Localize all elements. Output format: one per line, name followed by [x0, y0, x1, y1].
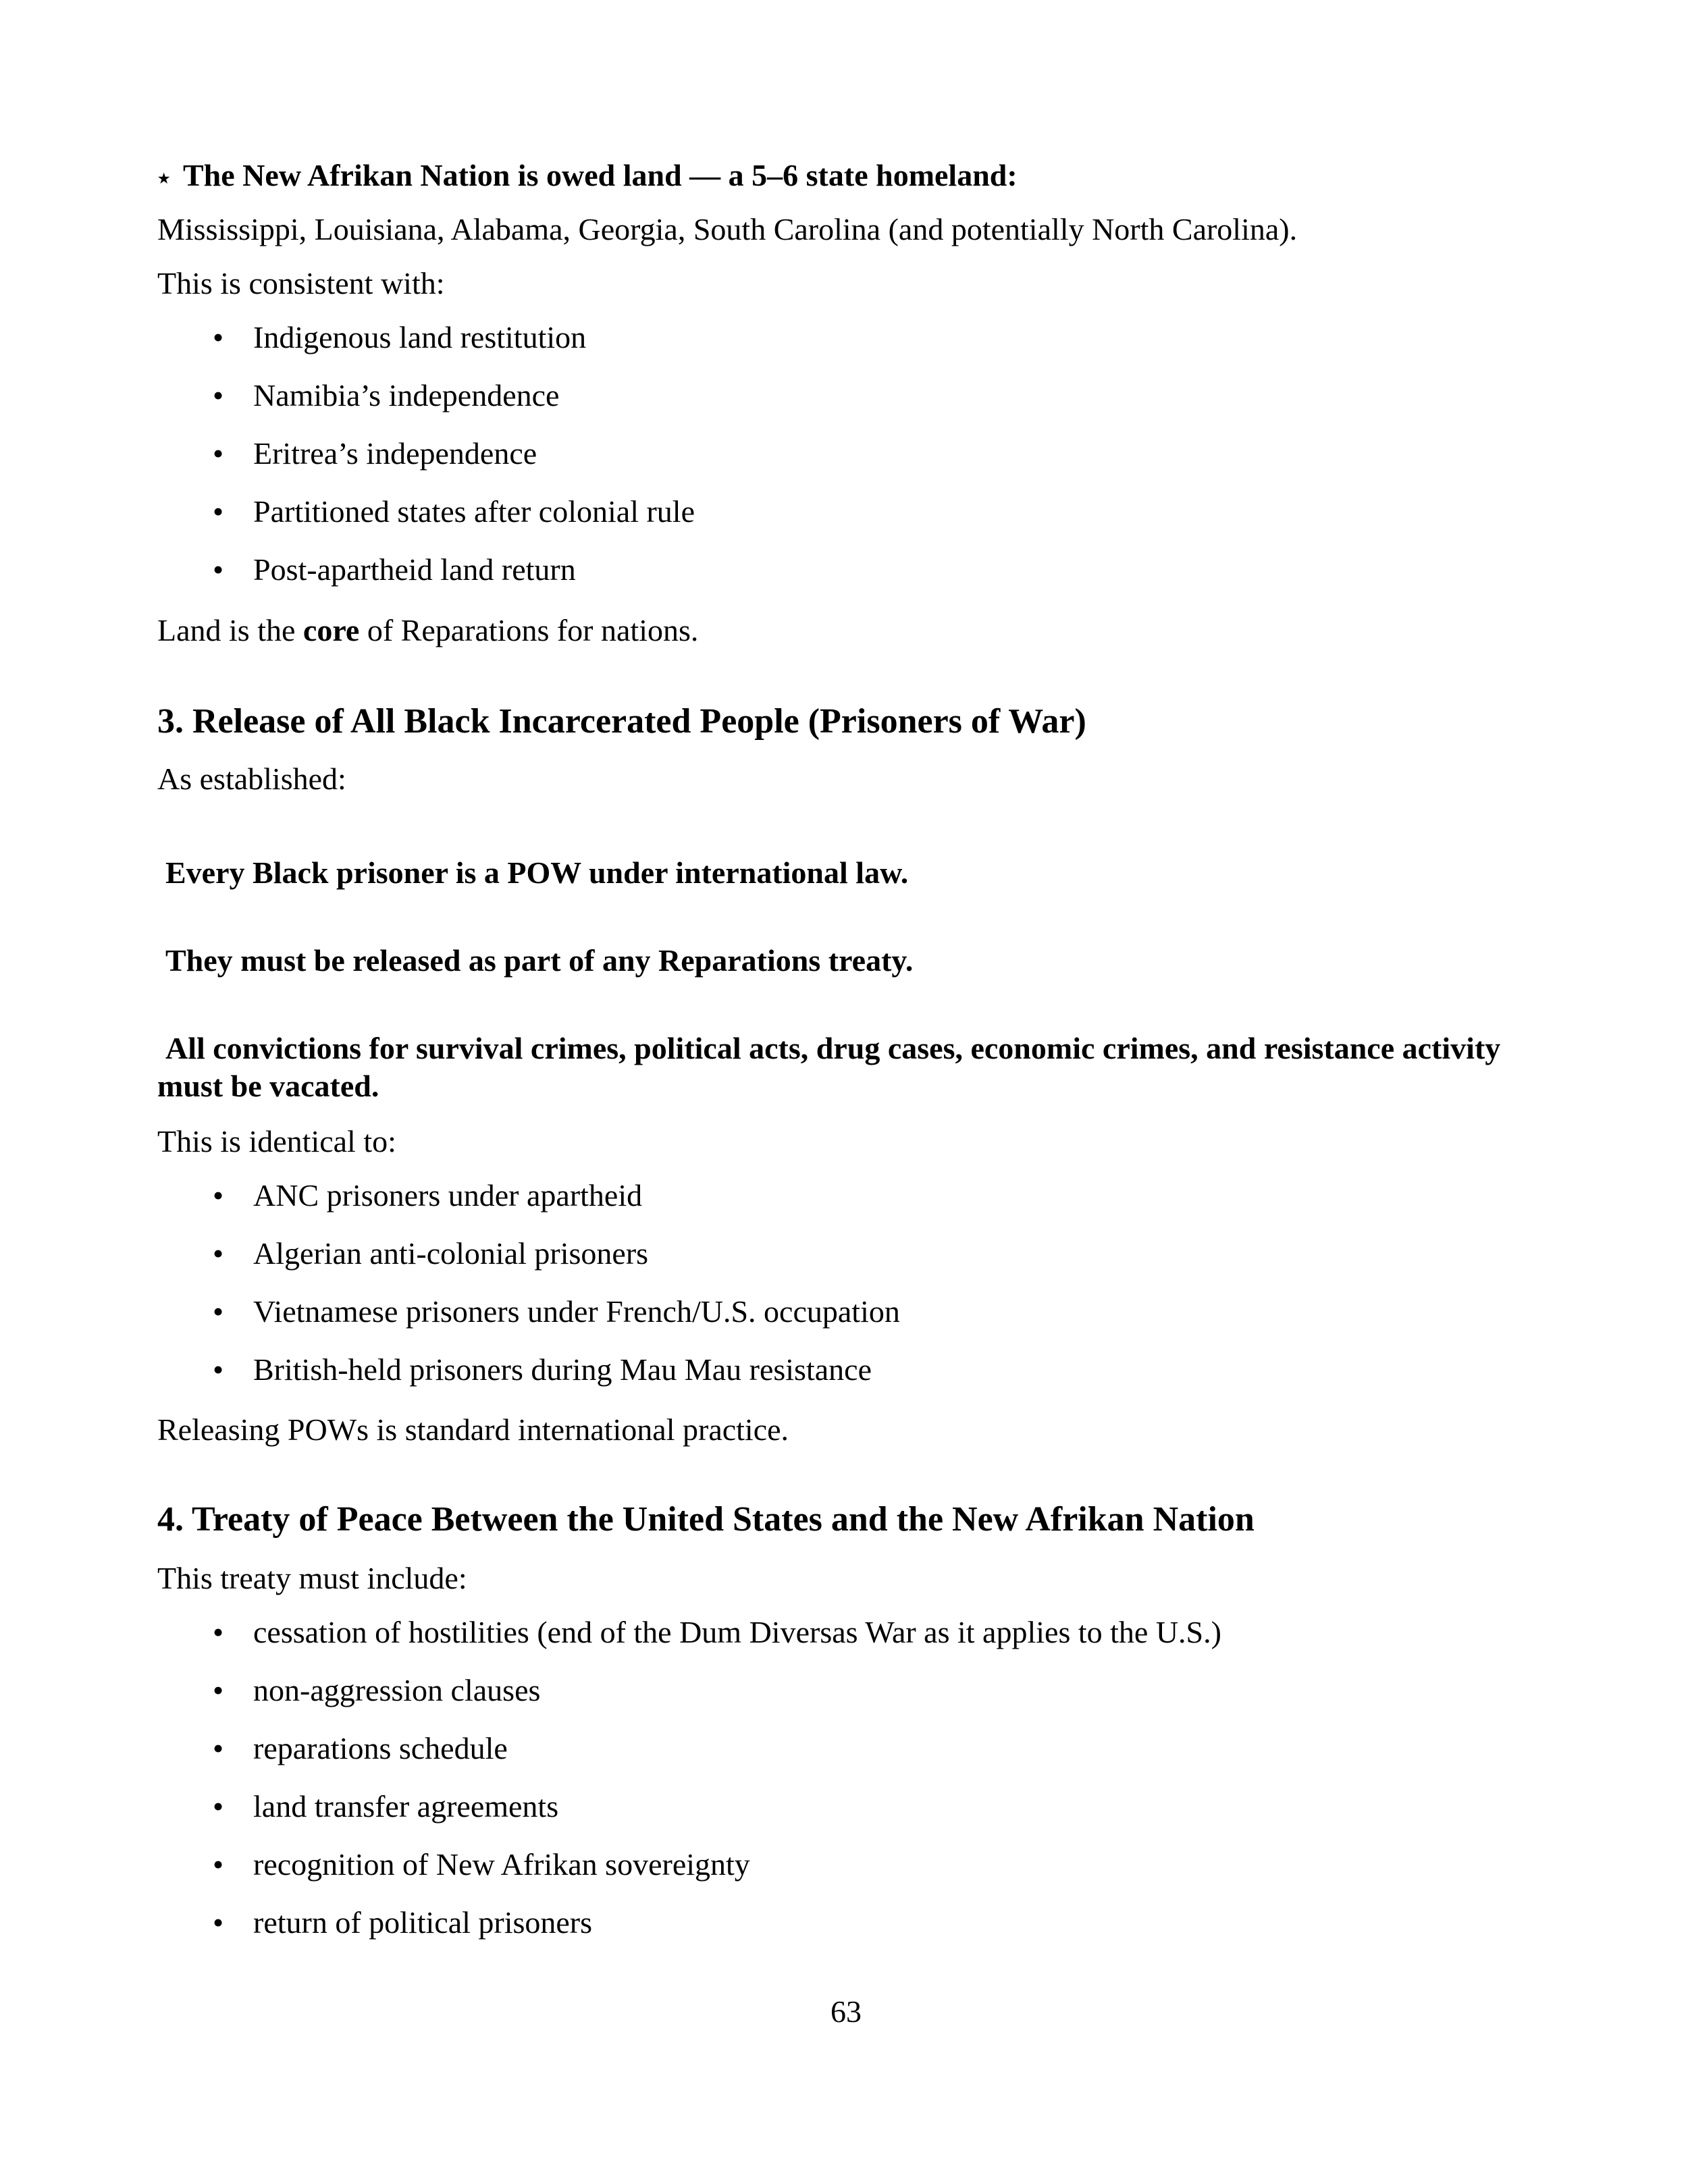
list-item: [157, 1846, 1221, 1904]
land-core-line: [157, 612, 698, 649]
list-item: [157, 1293, 900, 1351]
intro-heading: [157, 157, 1018, 196]
bullet-icon: •: [213, 494, 224, 529]
bullet-icon: •: [213, 1294, 224, 1329]
bullet-icon: •: [213, 436, 224, 471]
release-statement: They must be released as part of any Reparations treaty.: [165, 943, 914, 978]
bullet-icon: •: [213, 552, 224, 587]
list-item: [157, 1672, 1221, 1730]
land-core-after: of Reparations for nations.: [359, 613, 699, 647]
consistent-label: This is consistent with:: [157, 266, 445, 300]
bullet-icon: •: [213, 1236, 224, 1271]
list-item-text: return of political prisoners: [253, 1905, 593, 1940]
list-item: [157, 551, 695, 609]
treaty-list: [157, 1614, 1221, 1962]
page-number: 63: [830, 1994, 862, 2029]
bullet-icon: •: [213, 1615, 224, 1649]
land-core-bold: core: [302, 613, 360, 647]
list-item: [157, 1235, 900, 1293]
list-item-text: Partitioned states after colonial rule: [253, 494, 695, 529]
list-item-text: recognition of New Afrikan sovereignty: [253, 1847, 750, 1882]
list-item: [157, 493, 695, 551]
list-item: [157, 1730, 1221, 1788]
bullet-icon: •: [213, 1847, 224, 1882]
bullet-icon: •: [213, 1673, 224, 1707]
list-item-text: reparations schedule: [253, 1731, 508, 1765]
land-core-before: Land is the: [157, 613, 303, 647]
bullet-icon: •: [213, 1789, 224, 1823]
list-item-text: Eritrea’s independence: [253, 436, 537, 471]
list-item-text: Vietnamese prisoners under French/U.S. occupation: [253, 1294, 900, 1329]
identical-list: [157, 1177, 900, 1409]
list-item-text: land transfer agreements: [253, 1789, 559, 1823]
list-item: [157, 1351, 900, 1409]
identical-label: This is identical to:: [157, 1124, 396, 1158]
pow-closing-line: Releasing POWs is standard international practice.: [157, 1412, 789, 1447]
section-4-heading: 4. Treaty of Peace Between the United States and the New Afrikan Nation: [157, 1500, 1255, 1539]
list-item: [157, 1177, 900, 1235]
list-item: [157, 1614, 1221, 1672]
list-item: [157, 377, 695, 435]
states-line: Mississippi, Louisiana, Alabama, Georgia, South Carolina (and potentially North Carolina).: [157, 212, 1298, 246]
list-item-text: Namibia’s independence: [253, 378, 560, 412]
bullet-icon: •: [213, 1352, 224, 1387]
intro-heading-text: The New Afrikan Nation is owed land — a 5–6 state homeland:: [183, 158, 1018, 192]
list-item: [157, 1904, 1221, 1962]
section-3-heading: 3. Release of All Black Incarcerated People (Prisoners of War): [157, 702, 1086, 741]
list-item-text: Algerian anti-colonial prisoners: [253, 1236, 649, 1271]
bullet-icon: •: [213, 1178, 224, 1213]
list-item-text: Post-apartheid land return: [253, 552, 576, 587]
include-label: This treaty must include:: [157, 1561, 467, 1595]
pow-statement: Every Black prisoner is a POW under international law.: [165, 855, 909, 890]
vacate-statement: All convictions for survival crimes, political acts, drug cases, economic crimes, and resistance activity must be vacated.: [157, 1031, 1501, 1103]
list-item: [157, 435, 695, 493]
list-item: [157, 319, 695, 377]
list-item-text: cessation of hostilities (end of the Dum Diversas War as it applies to the U.S.): [253, 1615, 1221, 1649]
list-item-text: non-aggression clauses: [253, 1673, 541, 1707]
bullet-icon: •: [213, 378, 224, 412]
star-icon: ⭑: [157, 164, 171, 191]
established-label: As established:: [157, 762, 346, 796]
list-item-text: British-held prisoners during Mau Mau resistance: [253, 1352, 872, 1387]
bullet-icon: •: [213, 320, 224, 354]
bullet-icon: •: [213, 1905, 224, 1940]
consistent-list: [157, 319, 695, 609]
bullet-icon: •: [213, 1731, 224, 1765]
list-item-text: Indigenous land restitution: [253, 320, 587, 354]
list-item: [157, 1788, 1221, 1846]
list-item-text: ANC prisoners under apartheid: [253, 1178, 643, 1213]
